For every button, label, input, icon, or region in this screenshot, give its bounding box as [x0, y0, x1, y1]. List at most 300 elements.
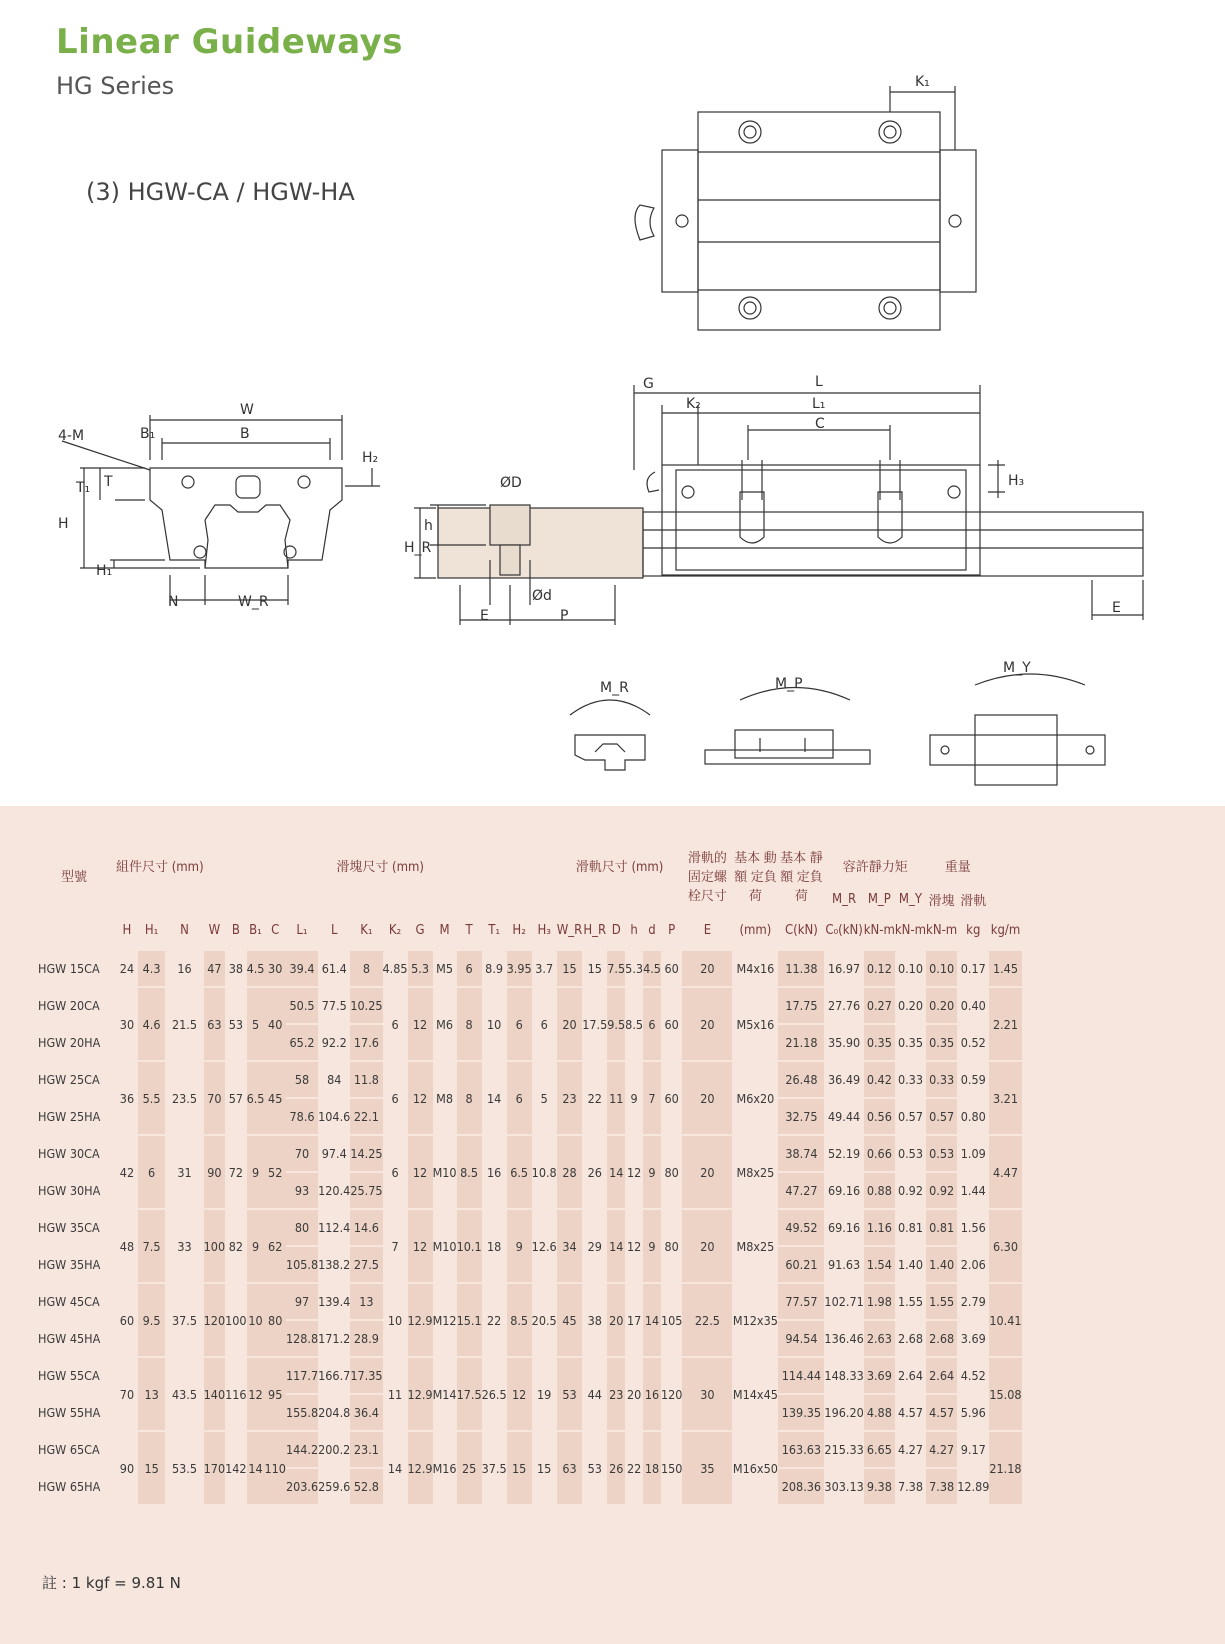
table-cell: 17	[626, 1312, 642, 1328]
table-cell: 2.63	[864, 1321, 895, 1356]
table-cell: 204.8	[318, 1405, 351, 1420]
table-cell: 10.8	[531, 1164, 557, 1180]
table-cell: 105	[660, 1312, 683, 1328]
spec-table-body	[32, 951, 1022, 1504]
label-mr: M_R	[600, 680, 629, 696]
table-cell: 4.57	[926, 1395, 957, 1430]
table-cell: 6	[507, 1062, 532, 1134]
table-cell: 10.25	[350, 988, 382, 1023]
table-cell: 1.98	[864, 1284, 895, 1319]
symbol-header-row	[32, 911, 1022, 949]
label-b1: B₁	[140, 426, 156, 442]
label-n: N	[168, 594, 179, 610]
table-cell: 38	[587, 1312, 602, 1328]
label-od-small: Ød	[532, 588, 552, 604]
table-cell: 15	[587, 961, 602, 976]
symbol-header-cell: H	[122, 922, 132, 938]
table-cell: 12	[626, 1238, 642, 1254]
table-cell: 77.57	[778, 1284, 824, 1319]
table-cell: 4.5	[643, 951, 661, 986]
table-cell: 14	[607, 1210, 625, 1282]
table-cell: 6.5	[247, 1062, 265, 1134]
table-cell: 142	[225, 1460, 247, 1476]
table-cell: 6.5	[507, 1136, 532, 1208]
table-cell: 14	[643, 1284, 661, 1356]
table-row	[32, 1432, 1022, 1467]
table-cell: 9	[247, 1210, 265, 1282]
table-cell: 2.06	[960, 1257, 986, 1272]
table-cell: 53	[557, 1358, 583, 1430]
symbol-header-cell: kN-m	[863, 922, 895, 938]
table-cell: 53.5	[171, 1460, 197, 1476]
label-k2: K₂	[686, 396, 701, 412]
symbol-header-cell: H_R	[583, 922, 607, 938]
table-cell: 1.40	[897, 1257, 923, 1272]
table-cell: HGW 20HA	[38, 1035, 101, 1050]
table-cell: 200.2	[318, 1442, 351, 1457]
table-cell: 26.5	[481, 1386, 507, 1402]
table-cell: 20	[682, 1210, 732, 1282]
table-cell: 53	[228, 1016, 243, 1032]
symbol-header-cell: H₂	[512, 922, 526, 938]
table-cell: 27.5	[350, 1247, 382, 1282]
table-cell: HGW 35CA	[38, 1220, 100, 1235]
symbol-header-cell: kN-m	[894, 922, 927, 938]
table-cell: 20	[682, 951, 732, 986]
table-cell: 6	[643, 988, 661, 1060]
header-bolt: 滑軌的 固定螺 栓尺寸	[687, 851, 727, 904]
header-stat: 基本 靜額 定負荷	[780, 851, 823, 904]
table-cell: 45	[557, 1284, 583, 1356]
table-cell: 8	[457, 988, 482, 1060]
table-cell: M14x45	[732, 1386, 778, 1402]
table-cell: 30	[264, 951, 285, 986]
table-cell: 20	[682, 988, 732, 1060]
table-cell: 26	[607, 1432, 625, 1504]
table-cell: 60	[119, 1312, 135, 1328]
label-p: P	[560, 608, 569, 624]
table-cell: 120	[204, 1284, 225, 1356]
table-cell: 0.10	[897, 961, 923, 976]
header-assembly: 組件尺寸 (mm)	[116, 859, 204, 875]
moment-my-icon	[930, 674, 1105, 785]
table-cell: 69.16	[828, 1183, 861, 1198]
table-cell: 5.5	[138, 1062, 165, 1134]
symbol-header-cell: L	[330, 922, 338, 938]
table-cell: 7.5	[607, 951, 625, 986]
label-h1: H₁	[96, 563, 113, 579]
table-cell: 10	[247, 1284, 265, 1356]
table-cell: 82	[228, 1238, 243, 1254]
table-cell: 112.4	[318, 1220, 351, 1235]
symbol-header-cell: H₁	[144, 922, 159, 938]
table-cell: 12	[408, 1062, 433, 1134]
table-cell: 170	[204, 1432, 225, 1504]
page-title: Linear Guideways	[56, 22, 404, 62]
table-cell: 0.81	[897, 1220, 923, 1235]
table-cell: 20	[607, 1284, 625, 1356]
table-cell: 148.33	[824, 1368, 864, 1383]
subgroup-header-row	[32, 890, 1022, 909]
table-cell: 0.57	[926, 1099, 957, 1134]
table-cell: 4.27	[926, 1432, 957, 1467]
header-mp: M_P	[867, 892, 891, 907]
table-cell: 17.5	[457, 1358, 482, 1430]
table-cell: 0.92	[897, 1183, 923, 1198]
table-cell: 15	[557, 951, 583, 986]
table-cell: 11.8	[350, 1062, 382, 1097]
table-cell: 1.55	[926, 1284, 957, 1319]
label-c: C	[815, 416, 825, 432]
table-cell: 0.35	[897, 1035, 923, 1050]
table-cell: 38	[228, 961, 243, 976]
table-cell: 4.47	[989, 1136, 1021, 1208]
table-cell: 0.35	[926, 1025, 957, 1060]
symbol-header-cell: kg	[966, 922, 981, 938]
table-cell: M16	[432, 1460, 457, 1476]
table-cell: 70	[286, 1136, 318, 1171]
table-cell: 29	[587, 1238, 602, 1254]
table-cell: 37.5	[171, 1312, 197, 1328]
symbol-header-cell: d	[648, 922, 656, 938]
table-cell: 8.9	[485, 961, 504, 976]
table-cell: 139.35	[778, 1395, 824, 1430]
table-cell: 5.96	[960, 1405, 986, 1420]
table-cell: 120.4	[318, 1183, 351, 1198]
table-cell: 70	[119, 1386, 135, 1402]
table-cell: 23.1	[350, 1432, 382, 1467]
table-cell: 8.5	[457, 1136, 482, 1208]
table-cell: 26.48	[778, 1062, 824, 1097]
table-cell: 37.5	[481, 1460, 507, 1476]
table-cell: 0.80	[960, 1109, 986, 1124]
table-cell: 13	[350, 1284, 382, 1319]
table-cell: 3.69	[960, 1331, 986, 1346]
symbol-header-cell: B	[231, 922, 240, 938]
table-cell: 43.5	[171, 1386, 197, 1402]
table-cell: 0.81	[926, 1210, 957, 1245]
table-cell: 110	[264, 1432, 285, 1504]
table-cell: 20	[682, 1062, 732, 1134]
table-cell: 1.54	[864, 1247, 895, 1282]
table-cell: 208.36	[778, 1469, 824, 1504]
table-cell: 97.4	[321, 1146, 347, 1161]
section-heading: (3) HGW-CA / HGW-HA	[86, 178, 355, 206]
table-cell: 21.18	[778, 1025, 824, 1060]
table-cell: 17.35	[350, 1358, 382, 1393]
table-cell: 14.6	[350, 1210, 382, 1245]
table-cell: 16	[177, 961, 192, 976]
table-cell: 120	[660, 1386, 683, 1402]
table-cell: 4.6	[138, 988, 165, 1060]
table-cell: 117.7	[286, 1358, 318, 1393]
table-cell: 23	[607, 1358, 625, 1430]
table-cell: 20	[557, 988, 583, 1060]
table-cell: HGW 35HA	[38, 1257, 101, 1272]
table-cell: 70	[204, 1062, 225, 1134]
table-cell: 6.30	[989, 1210, 1021, 1282]
table-cell: 78.6	[286, 1099, 318, 1134]
label-hr: H_R	[404, 540, 432, 556]
table-cell: 10.41	[989, 1284, 1021, 1356]
table-cell: HGW 30HA	[38, 1183, 101, 1198]
table-cell: 303.13	[824, 1479, 864, 1494]
label-t1: T₁	[76, 480, 91, 496]
table-cell: 53	[587, 1460, 602, 1476]
table-cell: 7	[643, 1062, 661, 1134]
table-cell: 21.5	[171, 1016, 197, 1032]
table-cell: 0.42	[864, 1062, 895, 1097]
table-cell: 12	[507, 1358, 532, 1430]
table-cell: 22	[587, 1090, 602, 1106]
table-cell: 7.38	[926, 1469, 957, 1504]
table-cell: 25.75	[350, 1173, 382, 1208]
table-cell: 94.54	[778, 1321, 824, 1356]
table-cell: 12	[408, 1136, 433, 1208]
table-cell: 90	[204, 1136, 225, 1208]
table-cell: 13	[138, 1358, 165, 1430]
table-cell: 16	[643, 1358, 661, 1430]
symbol-header-cell: D	[611, 922, 621, 938]
table-cell: 7.38	[897, 1479, 923, 1494]
table-cell: HGW 45HA	[38, 1331, 101, 1346]
table-cell: 12.89	[957, 1479, 990, 1494]
symbol-header-cell: B₁	[249, 922, 262, 938]
table-row	[32, 1210, 1022, 1245]
table-cell: 0.10	[926, 951, 957, 986]
table-cell: 61.4	[321, 961, 347, 976]
table-cell: 15	[507, 1432, 532, 1504]
table-cell: 72	[228, 1164, 243, 1180]
table-cell: 150	[660, 1460, 683, 1476]
table-cell: M12	[432, 1312, 457, 1328]
spec-table	[32, 840, 1022, 1506]
table-cell: 12	[247, 1358, 265, 1430]
table-cell: 163.63	[778, 1432, 824, 1467]
spec-table-panel	[0, 806, 1225, 1644]
table-cell: HGW 25HA	[38, 1109, 101, 1124]
table-cell: M10	[432, 1164, 457, 1180]
header-model: 型號	[60, 870, 87, 885]
table-cell: 12	[408, 988, 433, 1060]
symbol-header-cell: C₀(kN)	[825, 922, 863, 938]
table-cell: 0.56	[864, 1099, 895, 1134]
table-cell: 17.6	[350, 1025, 382, 1060]
table-cell: M16x50	[732, 1460, 778, 1476]
symbol-header-cell: W	[208, 922, 221, 938]
symbol-header-cell: kN-m	[926, 922, 958, 938]
table-row	[32, 1136, 1022, 1171]
table-cell: 36.4	[350, 1395, 382, 1430]
table-cell: HGW 65HA	[38, 1479, 101, 1494]
table-cell: 6	[540, 1016, 548, 1032]
moment-mp-icon	[705, 688, 870, 765]
table-cell: 21.18	[989, 1432, 1021, 1504]
table-cell: 0.20	[926, 988, 957, 1023]
table-cell: 166.7	[318, 1368, 351, 1383]
table-cell: 4.27	[897, 1442, 923, 1457]
table-cell: 25	[457, 1432, 482, 1504]
table-cell: 84	[327, 1072, 342, 1087]
label-wr: W_R	[238, 594, 269, 610]
table-cell: M6	[436, 1016, 453, 1032]
table-cell: HGW 65CA	[38, 1442, 100, 1457]
symbol-header-cell: W_R	[556, 922, 583, 938]
table-cell: 62	[264, 1210, 285, 1282]
table-cell: 2.64	[926, 1358, 957, 1393]
table-cell: 1.55	[897, 1294, 923, 1309]
table-cell: 14	[387, 1460, 403, 1476]
label-b: B	[240, 426, 250, 442]
table-cell: 22.5	[682, 1284, 732, 1356]
table-cell: 9	[507, 1210, 532, 1282]
table-cell: 57	[228, 1090, 243, 1106]
table-cell: 3.7	[535, 961, 554, 976]
table-cell: 4.88	[864, 1395, 895, 1430]
table-cell: 60	[664, 1090, 679, 1106]
table-cell: 50.5	[286, 988, 318, 1023]
table-cell: 22	[486, 1312, 502, 1328]
table-cell: 32.75	[778, 1099, 824, 1134]
table-cell: 34	[557, 1210, 583, 1282]
table-cell: 8	[350, 951, 382, 986]
symbol-header-cell: M	[439, 922, 450, 938]
table-cell: 11	[387, 1386, 403, 1402]
table-cell: 3.95	[507, 951, 532, 986]
label-my: M_Y	[1003, 660, 1031, 676]
table-cell: 6	[507, 988, 532, 1060]
header-mr: M_R	[832, 892, 857, 907]
table-row	[32, 951, 1022, 986]
table-cell: 4.57	[897, 1405, 923, 1420]
table-cell: 12.6	[531, 1238, 557, 1254]
label-h: H	[58, 516, 69, 532]
symbol-header-cell: (mm)	[739, 922, 772, 938]
table-cell: 36.49	[828, 1072, 861, 1087]
table-cell: 38.74	[778, 1136, 824, 1171]
label-h3: H₃	[1008, 473, 1025, 489]
table-cell: 100	[225, 1312, 247, 1328]
table-cell: HGW 45CA	[38, 1294, 100, 1309]
symbol-header-cell: G	[415, 922, 425, 938]
table-cell: 48	[119, 1238, 135, 1254]
table-cell: 6.65	[864, 1432, 895, 1467]
table-cell: 6	[391, 1164, 399, 1180]
table-cell: 11	[607, 1062, 625, 1134]
table-cell: 1.40	[926, 1247, 957, 1282]
table-cell: 17.75	[778, 988, 824, 1023]
symbol-header-cell: C	[271, 922, 280, 938]
table-cell: 97	[286, 1284, 318, 1319]
table-cell: 63	[204, 988, 225, 1060]
label-t: T	[104, 474, 113, 490]
header-rail: 滑軌尺寸 (mm)	[575, 859, 664, 875]
table-cell: 140	[204, 1358, 225, 1430]
table-cell: 92.2	[321, 1035, 347, 1050]
table-cell: 65.2	[286, 1025, 318, 1060]
table-cell: HGW 30CA	[38, 1146, 100, 1161]
symbol-header-cell: H₃	[537, 922, 551, 938]
table-cell: M5	[436, 961, 453, 976]
table-cell: 9	[630, 1090, 638, 1106]
technical-drawings	[0, 0, 1225, 800]
table-cell: 0.57	[897, 1109, 923, 1124]
table-cell: 12.9	[408, 1284, 433, 1356]
table-cell: HGW 25CA	[38, 1072, 100, 1087]
table-cell: 138.2	[318, 1257, 351, 1272]
table-cell: 6	[138, 1136, 165, 1208]
table-cell: 0.12	[864, 951, 895, 986]
label-e: E	[480, 608, 489, 624]
table-cell: 12.9	[408, 1358, 433, 1430]
table-cell: 19	[537, 1386, 552, 1402]
table-cell: 30	[119, 1016, 135, 1032]
symbol-header-cell: T	[465, 922, 473, 938]
header-block-weight: 滑塊	[928, 894, 955, 909]
header-moment: 容許靜力矩	[842, 859, 908, 875]
table-cell: 0.35	[864, 1025, 895, 1060]
table-cell: 0.33	[926, 1062, 957, 1097]
table-cell: 196.20	[824, 1405, 864, 1420]
table-cell: 15.1	[457, 1284, 482, 1356]
label-4m: 4-M	[58, 428, 85, 444]
table-cell: 1.16	[864, 1210, 895, 1245]
table-cell: 9.38	[864, 1469, 895, 1504]
table-cell: 28	[557, 1136, 583, 1208]
table-cell: 4.52	[960, 1368, 986, 1383]
table-cell: 6	[391, 1016, 399, 1032]
label-h-small: h	[424, 518, 433, 534]
table-cell: 77.5	[321, 998, 347, 1013]
table-cell: 10	[486, 1016, 502, 1032]
table-cell: 36	[119, 1090, 135, 1106]
table-cell: 0.20	[897, 998, 923, 1013]
table-cell: 6	[391, 1090, 399, 1106]
label-od: ØD	[500, 475, 522, 491]
table-cell: 9.17	[960, 1442, 986, 1457]
table-cell: 14	[607, 1136, 625, 1208]
top-view-drawing	[635, 86, 976, 330]
table-cell: 58	[286, 1062, 318, 1097]
table-cell: 22	[626, 1460, 642, 1476]
table-cell: 12	[408, 1210, 433, 1282]
table-cell: 16	[486, 1164, 502, 1180]
table-cell: 171.2	[318, 1331, 351, 1346]
table-cell: 9.5	[607, 988, 625, 1060]
table-cell: 47.27	[778, 1173, 824, 1208]
table-cell: 2.21	[989, 988, 1021, 1060]
table-cell: 10	[387, 1312, 403, 1328]
table-cell: 128.8	[286, 1321, 318, 1356]
table-cell: 5	[540, 1090, 548, 1106]
table-cell: 60.21	[778, 1247, 824, 1282]
moment-mr-icon	[570, 700, 650, 770]
table-cell: 20	[682, 1136, 732, 1208]
table-row	[32, 1284, 1022, 1319]
table-cell: 2.79	[960, 1294, 986, 1309]
table-cell: 5	[247, 988, 265, 1060]
symbol-header-cell: P	[668, 922, 676, 938]
table-cell: 49.52	[778, 1210, 824, 1245]
label-l1: L₁	[812, 396, 826, 412]
table-cell: 23	[557, 1062, 583, 1134]
table-cell: 60	[664, 1016, 679, 1032]
side-view-drawing	[414, 385, 1143, 625]
label-g: G	[643, 376, 654, 392]
table-cell: 23.5	[171, 1090, 197, 1106]
table-cell: 2.64	[897, 1368, 923, 1383]
table-cell: M12x35	[732, 1312, 778, 1328]
